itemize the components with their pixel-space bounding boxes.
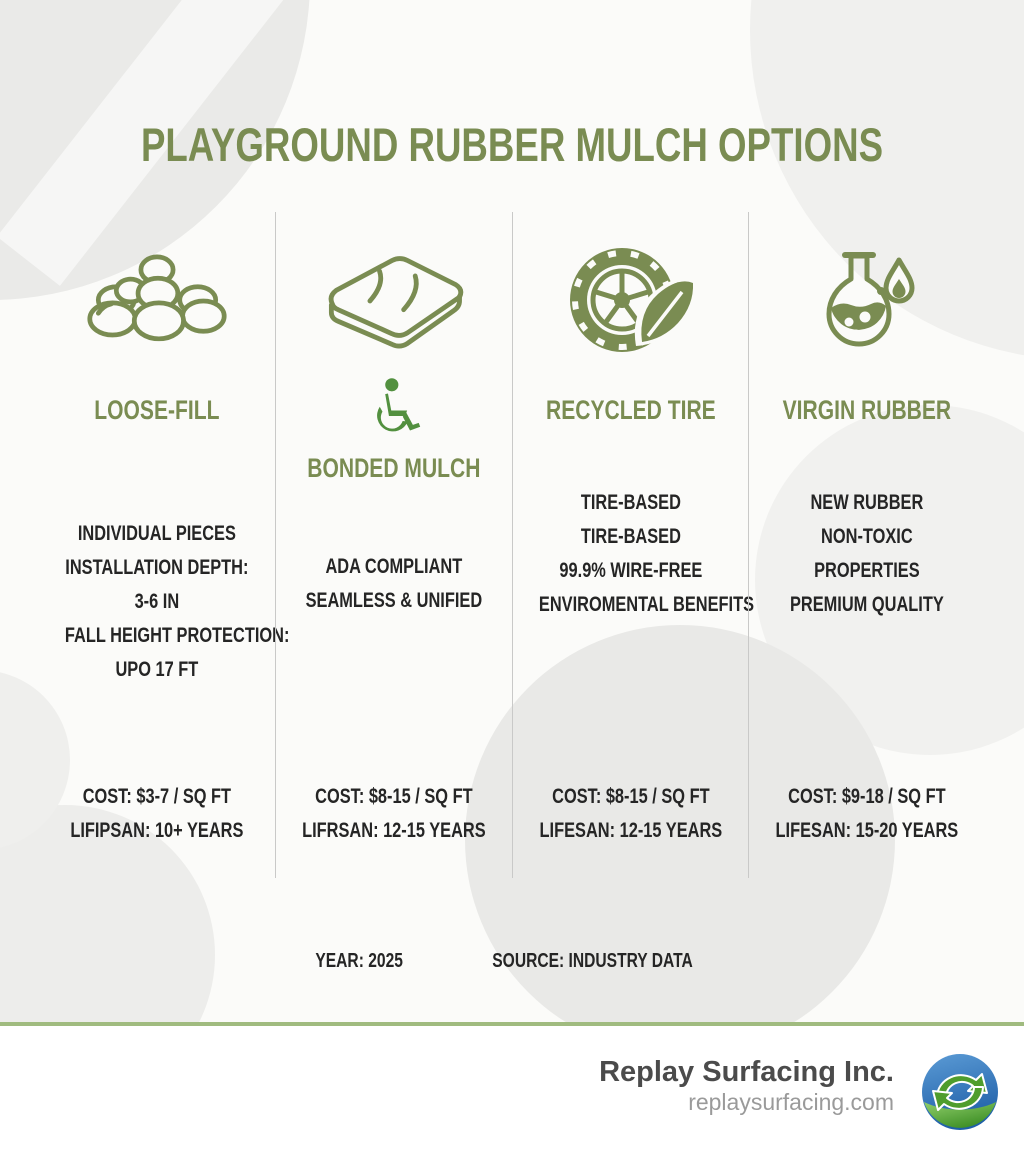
feature-item: INDIVIDUAL PIECES <box>77 522 236 545</box>
cost-line: COST: $3-7 / SQ FT <box>82 785 232 808</box>
feature-item: PREMIUM QUALITY <box>790 593 945 616</box>
feature-item: ENVIROMENTAL BENEFITS <box>538 593 754 616</box>
column-recycled-tire <box>512 212 754 878</box>
pebbles-icon <box>39 252 275 348</box>
column-loose-fill <box>39 212 290 878</box>
feature-list <box>538 486 754 622</box>
feature-item: NON-TOXIC <box>821 525 913 548</box>
comparison-columns <box>39 212 985 878</box>
lifespan-line: LIFIPSAN: 10+ YEARS <box>70 819 244 842</box>
feature-list <box>775 486 959 622</box>
feature-item: FALL HEIGHT PROTECTION: <box>64 624 290 647</box>
column-virgin-rubber <box>748 212 985 878</box>
cost-line: COST: $9-18 / SQ FT <box>788 785 946 808</box>
cost-block <box>302 780 486 848</box>
feature-item: 3-6 IN <box>134 590 180 613</box>
cost-block <box>65 780 249 848</box>
footer <box>0 1026 1024 1154</box>
feature-item: TIRE-BASED <box>580 491 681 514</box>
feature-list <box>302 550 486 618</box>
meta-row <box>0 950 1024 973</box>
company-name: Replay Surfacing Inc. <box>599 1056 894 1088</box>
website-url[interactable]: replaysurfacing.com <box>688 1089 894 1115</box>
lifespan-line: LIFRSAN: 12-15 YEARS <box>301 819 486 842</box>
lifespan-line: LIFESAN: 15-20 YEARS <box>775 819 959 842</box>
feature-item: PROPERTIES <box>814 559 920 582</box>
feature-item: INSTALLATION DEPTH: <box>65 556 249 579</box>
feature-item: ADA COMPLIANT <box>325 555 463 578</box>
feature-list <box>64 517 290 687</box>
lifespan-line: LIFESAN: 12-15 YEARS <box>539 819 722 842</box>
column-title: RECYCLED TIRE <box>545 395 716 425</box>
flask-icon <box>749 246 985 358</box>
cost-block <box>538 780 722 848</box>
column-title: LOOSE-FILL <box>94 395 220 425</box>
column-bonded-mulch <box>275 212 512 878</box>
tire-leaf-icon <box>513 242 749 362</box>
feature-item: NEW RUBBER <box>810 491 924 514</box>
column-title: VIRGIN RUBBER <box>782 395 952 425</box>
replay-logo-icon <box>920 1052 1000 1132</box>
cost-line: COST: $8-15 / SQ FT <box>314 785 473 808</box>
year-label: YEAR: 2025 <box>315 950 404 972</box>
feature-item: SEAMLESS & UNIFIED <box>305 589 482 612</box>
feature-item: 99.9% WIRE-FREE <box>558 559 702 582</box>
feature-item: UPO 17 FT <box>115 658 199 681</box>
footer-text <box>599 1056 894 1116</box>
bonded-mat-icon <box>276 248 512 354</box>
wheelchair-icon <box>276 376 512 444</box>
source-label: SOURCE: INDUSTRY DATA <box>491 950 693 972</box>
cost-line: COST: $8-15 / SQ FT <box>551 785 710 808</box>
column-title: BONDED MULCH <box>307 453 481 483</box>
page-title: PLAYGROUND RUBBER MULCH OPTIONS <box>140 118 884 172</box>
cost-block <box>775 780 959 848</box>
feature-item: TIRE-BASED <box>580 525 681 548</box>
